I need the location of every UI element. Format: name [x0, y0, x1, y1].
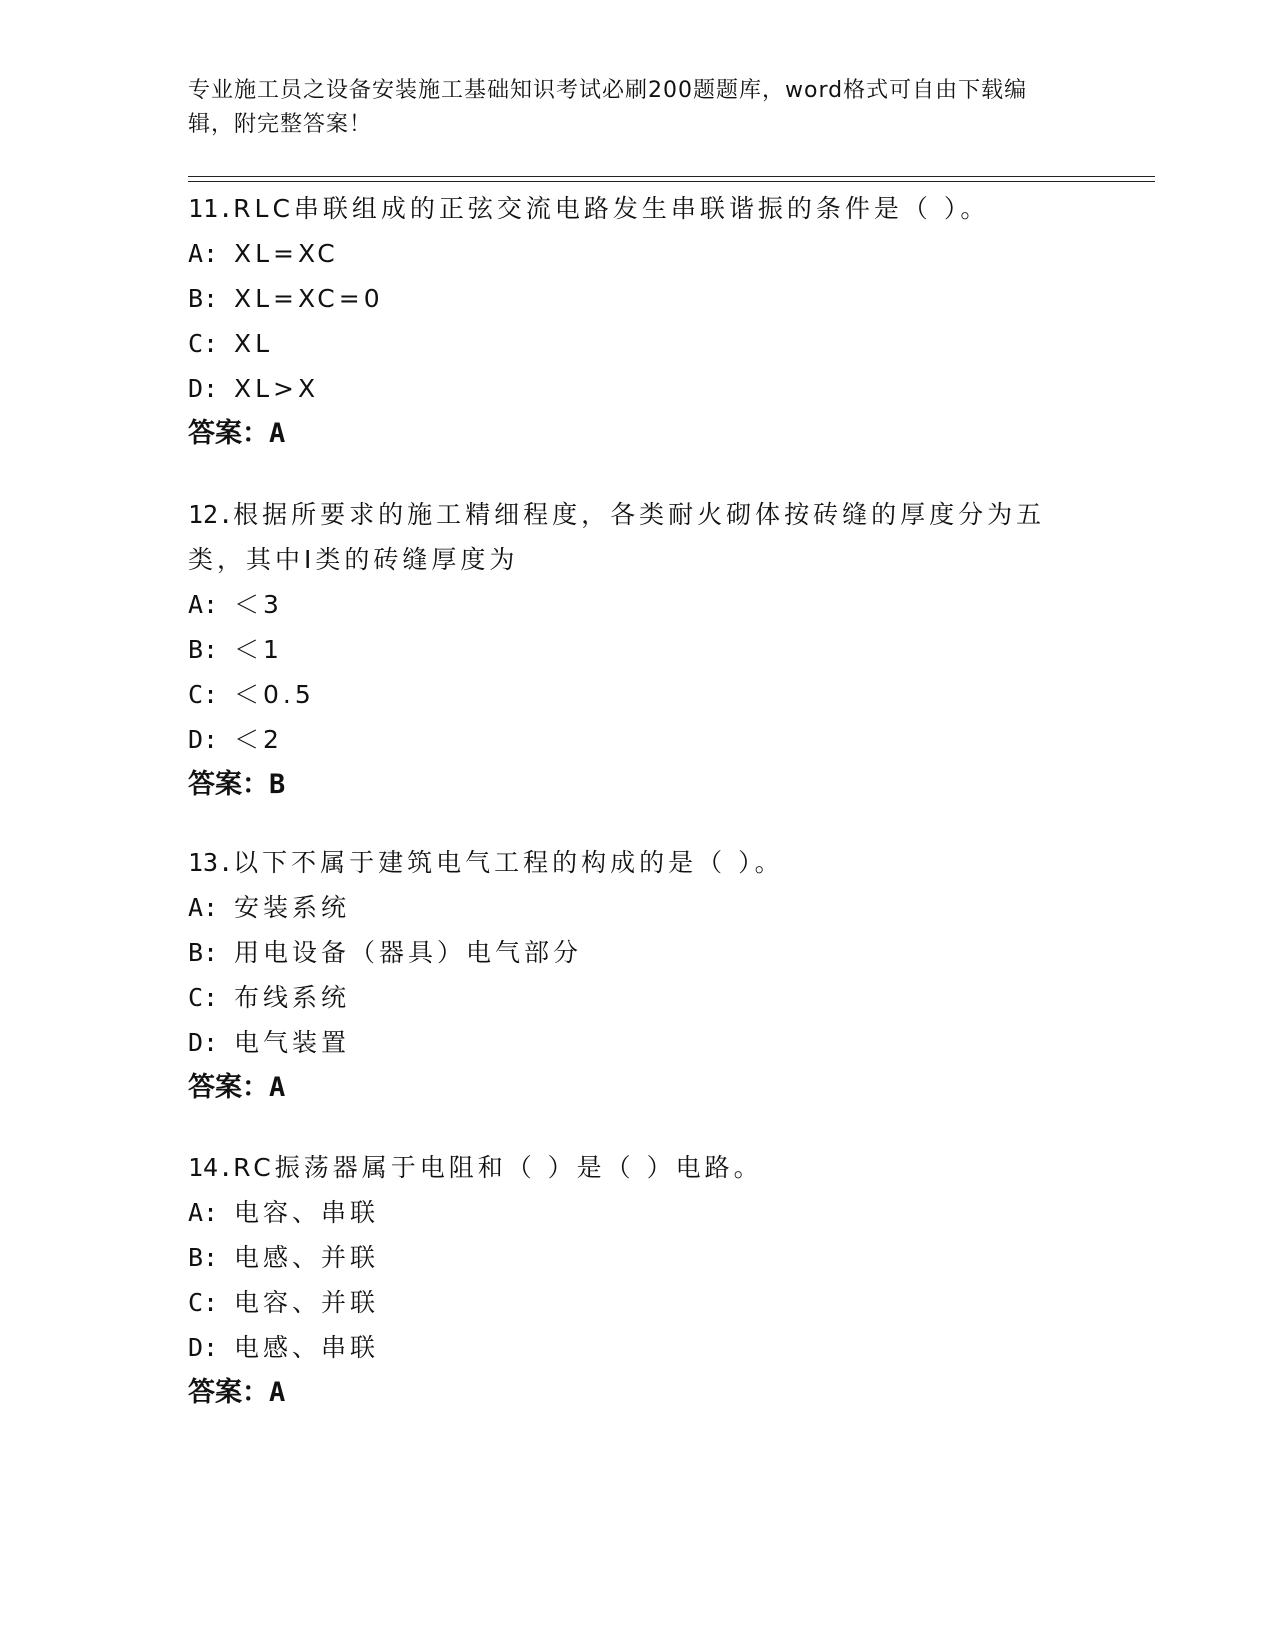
header-divider-top	[188, 176, 1155, 177]
question-14	[188, 1145, 1088, 1415]
answer-value: A	[269, 418, 286, 449]
option-letter: C:	[188, 983, 219, 1012]
option-b	[188, 1235, 1088, 1280]
option-text: 安装系统	[234, 893, 351, 922]
option-letter: C:	[188, 680, 219, 709]
option-d	[188, 1325, 1088, 1370]
option-letter: A:	[188, 893, 219, 922]
option-text: XL>X	[234, 374, 320, 403]
question-number: 13.	[188, 848, 234, 877]
option-letter: C:	[188, 1288, 219, 1317]
answer-line	[188, 1370, 1088, 1415]
option-c	[188, 672, 1088, 717]
option-c	[188, 321, 1088, 366]
option-text: 布线系统	[234, 983, 351, 1012]
option-a	[188, 582, 1088, 627]
option-letter: A:	[188, 1198, 219, 1227]
option-a	[188, 231, 1088, 276]
answer-label: 答案：	[188, 1072, 269, 1103]
answer-value: A	[269, 1377, 286, 1408]
option-letter: D:	[188, 725, 219, 754]
option-b	[188, 627, 1088, 672]
option-d	[188, 717, 1088, 762]
question-number: 14.	[188, 1153, 234, 1182]
option-text: 用电设备（器具）电气部分	[234, 938, 583, 967]
question-title	[188, 1145, 1088, 1190]
question-12	[188, 492, 1088, 807]
option-c	[188, 1280, 1088, 1325]
answer-line	[188, 762, 1088, 807]
header-divider-bottom	[188, 181, 1155, 182]
question-text: RC振荡器属于电阻和（ ）是（ ）电路。	[233, 1153, 763, 1182]
option-letter: C:	[188, 329, 219, 358]
option-text: ＜1	[234, 635, 283, 664]
question-13	[188, 840, 1088, 1110]
question-text: 以下不属于建筑电气工程的构成的是（ ）。	[233, 848, 784, 877]
question-title	[188, 840, 1088, 885]
option-c	[188, 975, 1088, 1020]
option-letter: B:	[188, 635, 219, 664]
option-letter: D:	[188, 1333, 219, 1362]
option-d	[188, 1020, 1088, 1065]
option-text: 电感、串联	[234, 1333, 380, 1362]
document-header: 专业施工员之设备安装施工基础知识考试必刷200题题库，word格式可自由下载编辑，附完整答案！	[188, 78, 1028, 137]
answer-line	[188, 411, 1088, 456]
option-a	[188, 1190, 1088, 1235]
question-number: 12.	[188, 500, 234, 529]
option-text: 电容、并联	[234, 1288, 380, 1317]
option-text: XL=XC	[234, 239, 339, 268]
question-number: 11.	[188, 194, 234, 223]
option-text: 电感、并联	[234, 1243, 380, 1272]
option-b	[188, 276, 1088, 321]
option-letter: A:	[188, 239, 219, 268]
option-d	[188, 366, 1088, 411]
option-letter: B:	[188, 938, 219, 967]
answer-label: 答案：	[188, 418, 269, 449]
option-text: 电容、串联	[234, 1198, 380, 1227]
option-text: XL	[234, 329, 274, 358]
answer-value: A	[269, 1072, 286, 1103]
option-letter: B:	[188, 284, 219, 313]
option-a	[188, 885, 1088, 930]
option-letter: D:	[188, 1028, 219, 1057]
option-text: ＜0.5	[234, 680, 315, 709]
question-11	[188, 186, 1088, 456]
option-text: XL=XC=0	[234, 284, 384, 313]
question-title	[188, 492, 1088, 582]
option-letter: D:	[188, 374, 219, 403]
option-b	[188, 930, 1088, 975]
option-letter: A:	[188, 590, 219, 619]
option-text: ＜2	[234, 725, 283, 754]
option-text: ＜3	[234, 590, 283, 619]
answer-line	[188, 1065, 1088, 1110]
question-title	[188, 186, 1088, 231]
question-text: 根据所要求的施工精细程度，各类耐火砌体按砖缝的厚度分为五类，其中Ⅰ类的砖缝厚度为	[188, 500, 1046, 574]
option-letter: B:	[188, 1243, 219, 1272]
answer-value: B	[269, 769, 286, 800]
question-text: RLC串联组成的正弦交流电路发生串联谐振的条件是（ ）。	[233, 194, 990, 223]
answer-label: 答案：	[188, 769, 269, 800]
option-text: 电气装置	[234, 1028, 351, 1057]
answer-label: 答案：	[188, 1377, 269, 1408]
